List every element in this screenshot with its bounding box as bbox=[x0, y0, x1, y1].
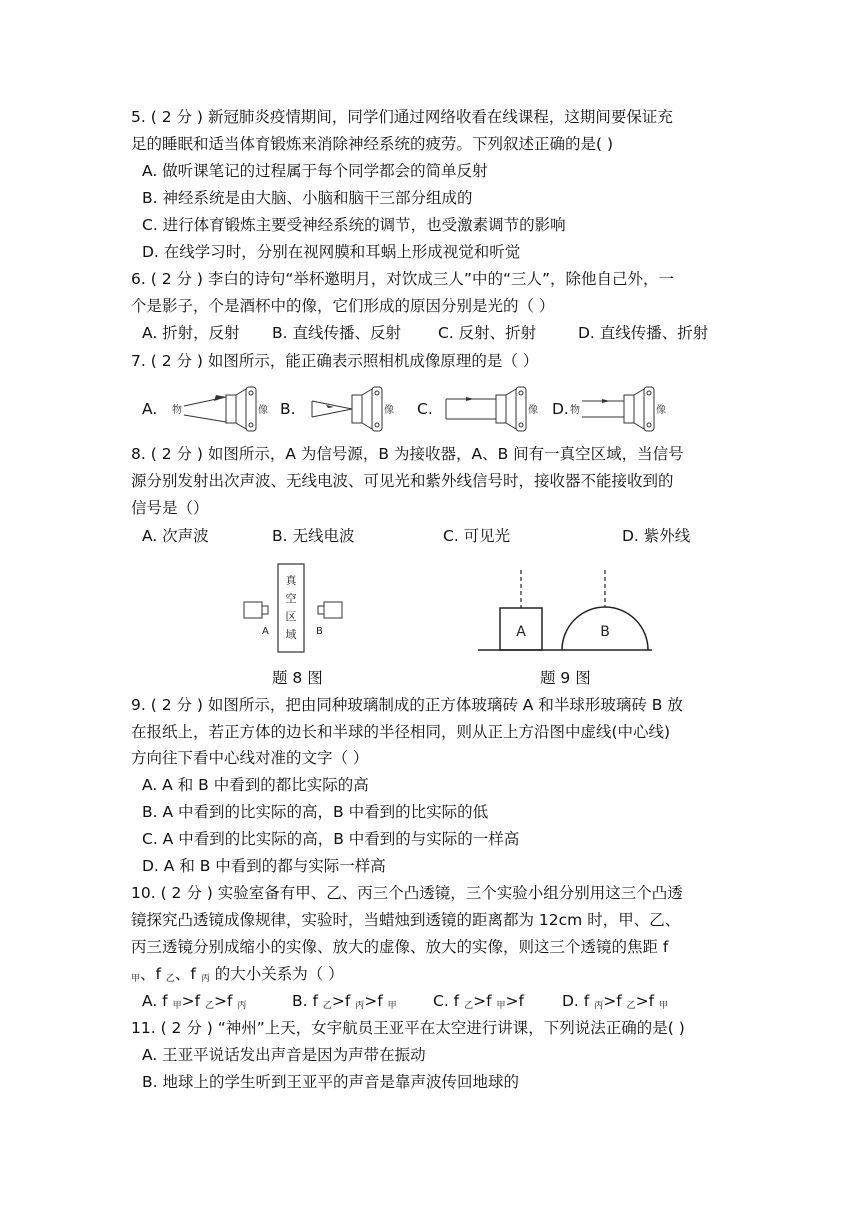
q9-stem-line1: 9. ( 2 分 ) 如图所示，把由同种玻璃制成的正方体玻璃砖 A 和半球形玻璃砖 B 放 bbox=[131, 696, 683, 714]
q7-label-a: A. bbox=[142, 400, 158, 418]
q9-option-a: A. A 和 B 中看到的都比实际的高 bbox=[142, 776, 369, 794]
q9-stem-line3: 方向往下看中心线对准的文字（ ） bbox=[131, 749, 369, 767]
q7-label-c: C. bbox=[417, 400, 433, 418]
q10-stem-line4: $_甲$、f $_乙$、f $_丙$ 的大小关系为（ ） bbox=[131, 965, 344, 984]
q5-option-a: A. 做听课笔记的过程属于每个同学都会的简单反射 bbox=[142, 162, 488, 180]
q5-option-b: B. 神经系统是由大脑、小脑和脑干三部分组成的 bbox=[142, 189, 473, 207]
q6-stem-line1: 6. ( 2 分 ) 李白的诗句“举杯邀明月，对饮成三人”中的“三人”，除他自己外，一 bbox=[131, 270, 675, 288]
q6-option-a: A. 折射，反射 bbox=[142, 324, 240, 342]
q9-stem-line2: 在报纸上，若正方体的边长和半球的半径相同，则从正上方沿图中虚线(中心线) bbox=[131, 723, 671, 741]
q7-label-b: B. bbox=[280, 400, 296, 418]
svg-text:A: A bbox=[516, 624, 526, 640]
q5-stem-line1: 5. ( 2 分 ) 新冠肺炎疫情期间，同学们通过网络收看在线课程，这期间要保证充 bbox=[131, 108, 673, 126]
q10-option-a: A. f $_甲$>f $_乙$>f $_丙$ bbox=[142, 992, 247, 1011]
q7-label-d: D. bbox=[552, 400, 569, 418]
q10-stem-line2: 镜探究凸透镜成像规律，实验时，当蜡烛到透镜的距离都为 12cm 时，甲、乙、 bbox=[131, 911, 681, 929]
q5-stem-line2: 足的睡眠和适当体育锻炼来消除神经系统的疲劳。下列叙述正确的是( ) bbox=[131, 135, 614, 153]
image-label: 像 bbox=[528, 405, 538, 416]
q11-option-a: A. 王亚平说话发出声音是因为声带在振动 bbox=[142, 1046, 426, 1064]
image-label: 像 bbox=[384, 405, 394, 416]
svg-text:域: 域 bbox=[285, 628, 297, 641]
svg-text:区: 区 bbox=[285, 610, 297, 623]
figure-8-caption: 题 8 图 bbox=[272, 669, 323, 687]
image-label: 像 bbox=[258, 405, 268, 416]
svg-text:A: A bbox=[262, 626, 269, 637]
q8-option-b: B. 无线电波 bbox=[272, 527, 355, 545]
q7-diagram-b bbox=[298, 385, 418, 435]
q10-option-b: B. f $_乙$>f $_丙$>f $_甲$ bbox=[292, 992, 397, 1011]
object-label: 物 bbox=[172, 405, 182, 416]
q6-option-b: B. 直线传播、反射 bbox=[272, 324, 401, 342]
q10-option-c: C. f $_乙$>f $_甲$>f bbox=[433, 992, 524, 1011]
q7-diagram-a bbox=[170, 385, 290, 435]
figure-8-diagram bbox=[240, 560, 370, 655]
q5-option-d: D. 在线学习时，分别在视网膜和耳蜗上形成视觉和听觉 bbox=[142, 243, 521, 261]
q9-option-b: B. A 中看到的比实际的高，B 中看到的比实际的低 bbox=[142, 803, 489, 821]
q5-option-c: C. 进行体育锻炼主要受神经系统的调节，也受激素调节的影响 bbox=[142, 216, 566, 234]
q10-option-d: D. f $_丙$>f $_乙$>f $_甲$ bbox=[562, 992, 668, 1011]
q8-option-d: D. 紫外线 bbox=[622, 527, 691, 545]
q6-option-d: D. 直线传播、折射 bbox=[578, 324, 709, 342]
q11-option-b: B. 地球上的学生听到王亚平的声音是靠声波传回地球的 bbox=[142, 1073, 519, 1091]
svg-text:空: 空 bbox=[285, 592, 297, 605]
svg-text:B: B bbox=[316, 626, 323, 637]
q7-diagram-d bbox=[568, 385, 688, 435]
figure-9-diagram bbox=[476, 568, 656, 658]
q6-option-c: C. 反射、折射 bbox=[438, 324, 537, 342]
q10-stem-line1: 10. ( 2 分 ) 实验室备有甲、乙、丙三个凸透镜，三个实验小组分别用这三个凸透 bbox=[131, 884, 683, 902]
q10-stem-line3: 丙三透镜分别成缩小的实像、放大的虚像、放大的实像，则这三个透镜的焦距 f bbox=[131, 938, 669, 956]
svg-text:真: 真 bbox=[285, 574, 297, 587]
q8-option-a: A. 次声波 bbox=[142, 527, 209, 545]
q8-stem-line2: 源分别发射出次声波、无线电波、可见光和紫外线信号时，接收器不能接收到的 bbox=[131, 472, 674, 490]
q6-stem-line2: 个是影子，个是酒杯中的像，它们形成的原因分别是光的（ ） bbox=[131, 297, 555, 315]
q11-stem: 11. ( 2 分 ) “神州”上天，女宇航员王亚平在太空进行讲课，下列说法正确的是( ) bbox=[131, 1019, 685, 1037]
q9-option-d: D. A 和 B 中看到的都与实际一样高 bbox=[142, 857, 386, 875]
q7-stem: 7. ( 2 分 ) 如图所示，能正确表示照相机成像原理的是（ ） bbox=[131, 352, 539, 370]
figure-9-caption: 题 9 图 bbox=[540, 669, 591, 687]
object-label: 物 bbox=[570, 405, 580, 416]
image-label: 像 bbox=[656, 405, 666, 416]
q7-diagram-c bbox=[440, 385, 560, 435]
svg-text:B: B bbox=[600, 624, 610, 640]
q8-stem-line1: 8. ( 2 分 ) 如图所示，A 为信号源，B 为接收器，A、B 间有一真空区域，当信号 bbox=[131, 445, 684, 463]
q8-option-c: C. 可见光 bbox=[443, 527, 511, 545]
q8-stem-line3: 信号是（） bbox=[131, 499, 209, 517]
q9-option-c: C. A 中看到的比实际的高，B 中看到的与实际的一样高 bbox=[142, 830, 520, 848]
